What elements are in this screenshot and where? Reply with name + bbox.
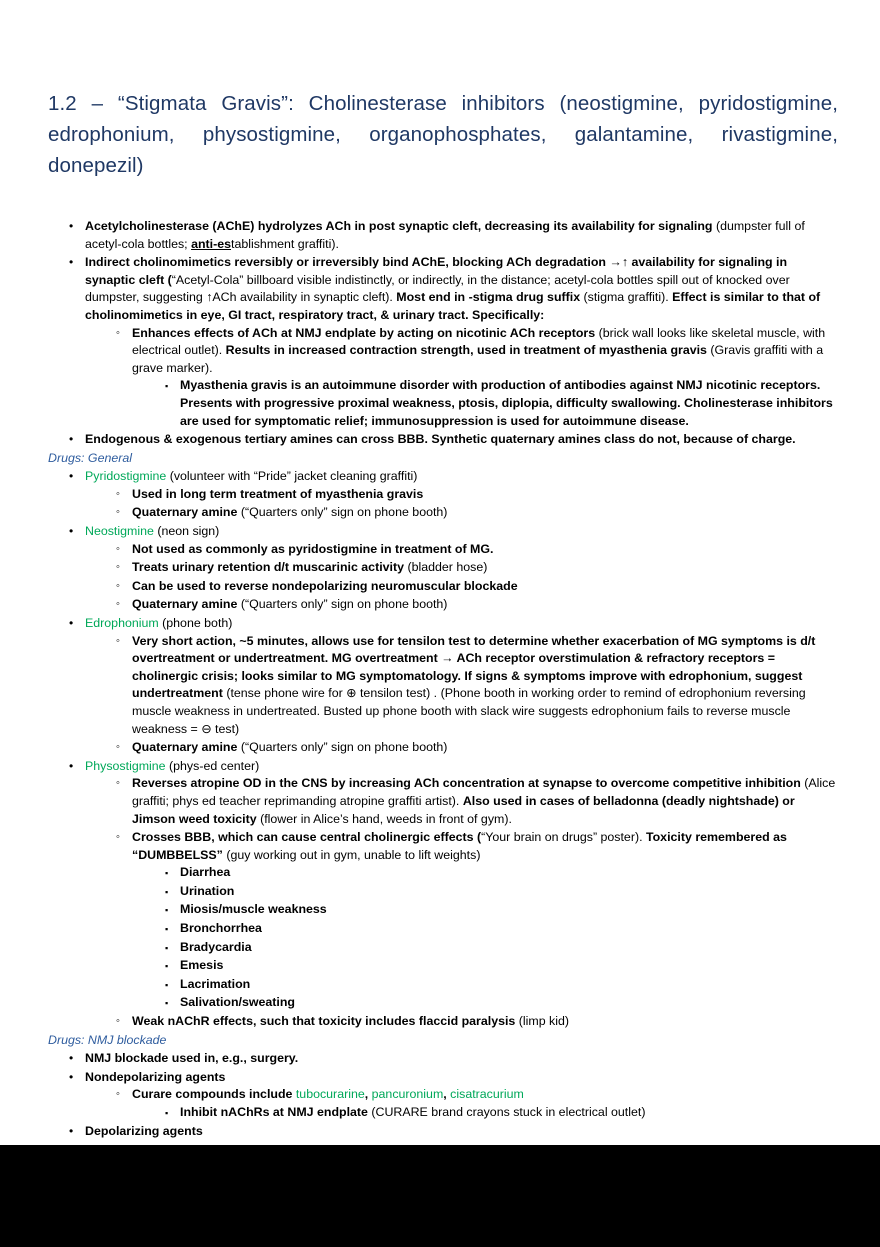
list-item-text xyxy=(180,976,838,994)
list-item-text xyxy=(132,829,838,864)
text-run: (phys-ed center) xyxy=(165,758,260,773)
list-item xyxy=(159,994,838,1012)
text-run: (brick wall looks like skeletal muscle, with electrical outlet). xyxy=(132,325,826,358)
text-run: Diarrhea xyxy=(180,865,231,880)
text-run: cisatracurium xyxy=(450,1087,524,1102)
bullet-list-level-3 xyxy=(132,377,838,430)
list-item xyxy=(159,920,838,938)
circle-bullet-icon xyxy=(116,1013,120,1031)
bullet-list-level-1 xyxy=(48,1050,838,1140)
square-bullet-icon xyxy=(165,994,168,1013)
square-bullet-icon xyxy=(165,976,168,995)
list-item-text xyxy=(132,739,838,757)
text-run: Crosses BBB, which can cause central cholinergic effects ( xyxy=(132,830,482,845)
bullet-list-level-2 xyxy=(85,775,838,1030)
list-item xyxy=(159,377,838,430)
list-item-text xyxy=(180,1104,838,1122)
bullet-list-level-1 xyxy=(48,218,838,449)
list-item xyxy=(62,1123,838,1141)
list-item-text xyxy=(85,254,838,324)
text-run: Bradycardia xyxy=(180,939,252,954)
square-bullet-icon xyxy=(165,864,168,883)
text-run: Used in long term treatment of myasthenia gravis xyxy=(132,486,424,501)
list-item-text xyxy=(132,541,838,559)
text-run: (“Quarters only” sign on phone booth) xyxy=(240,597,448,612)
list-item-text xyxy=(180,939,838,957)
circle-bullet-icon xyxy=(116,486,120,504)
list-item xyxy=(111,578,838,596)
list-item-text xyxy=(132,578,838,596)
list-item-text xyxy=(132,596,838,614)
list-item xyxy=(62,468,838,522)
text-run: pancuronium xyxy=(371,1087,444,1102)
list-item-text xyxy=(132,325,838,378)
text-run: “Your brain on drugs” poster). xyxy=(481,830,646,845)
list-item xyxy=(159,1104,838,1122)
text-run: Acetylcholinesterase (AChE) hydrolyzes ACh in post synaptic cleft, decreasing its availability for signaling xyxy=(85,219,716,233)
list-item xyxy=(111,486,838,504)
list-item-text xyxy=(180,377,838,430)
disc-bullet-icon xyxy=(69,468,73,486)
circle-bullet-icon xyxy=(116,325,120,343)
bullet-list-level-1 xyxy=(48,468,838,1030)
disc-bullet-icon xyxy=(69,431,73,449)
text-run: (“Quarters only” sign on phone booth) xyxy=(240,505,448,520)
square-bullet-icon xyxy=(165,901,168,920)
bullet-list-level-3 xyxy=(132,1104,838,1122)
square-bullet-icon xyxy=(165,920,168,939)
text-run: (neon sign) xyxy=(153,524,220,538)
list-item xyxy=(111,1086,838,1121)
disc-bullet-icon xyxy=(69,1069,73,1087)
list-item xyxy=(111,775,838,828)
bullet-list-level-2 xyxy=(85,1086,838,1121)
text-run: Can be used to reverse nondepolarizing neuromuscular blockade xyxy=(132,578,518,593)
text-run: Most end in -stigma drug suffix xyxy=(396,290,584,305)
bullet-list-level-3 xyxy=(132,864,838,1012)
circle-bullet-icon xyxy=(116,775,120,793)
list-item-text xyxy=(180,920,838,938)
list-item-text xyxy=(85,758,838,776)
text-run: anti-es xyxy=(191,236,231,251)
text-run: Neostigmine xyxy=(85,524,154,538)
text-run: (Alice graffiti; phys ed teacher reprimanding atropine graffiti artist). xyxy=(132,776,836,808)
text-run: Physostigmine xyxy=(85,758,166,773)
circle-bullet-icon xyxy=(116,578,120,596)
text-run: Also used in cases of belladonna (deadly nightshade) or Jimson weed toxicity xyxy=(132,793,795,826)
text-run: Myasthenia gravis is an autoimmune disorder with production of antibodies against NMJ nicotinic receptors. Presents with progressive proximal weakness, ptosis, diplopia, difficulty swallowing. Cholinesterase inhibitors are used for symptomatic relief; immunosuppression is used for autoimmune disease. xyxy=(180,378,833,428)
circle-bullet-icon xyxy=(116,739,120,757)
text-run: Urination xyxy=(180,883,235,898)
disc-bullet-icon xyxy=(69,523,73,541)
list-item-text xyxy=(132,1013,838,1031)
circle-bullet-icon xyxy=(116,1086,120,1104)
disc-bullet-icon xyxy=(69,254,73,272)
text-run: Pyridostigmine xyxy=(85,469,167,484)
list-item xyxy=(159,939,838,957)
list-item-text xyxy=(180,864,838,882)
text-run: Quaternary amine xyxy=(132,505,241,520)
text-run: (flower in Alice’s hand, weeds in front of gym). xyxy=(260,811,512,826)
text-run: Emesis xyxy=(180,958,224,973)
list-item xyxy=(62,431,838,449)
text-run: Inhibit nAChRs at NMJ endplate xyxy=(180,1104,372,1119)
disc-bullet-icon xyxy=(69,218,73,236)
text-run: (stigma graffiti). xyxy=(583,290,673,305)
list-item-text xyxy=(132,633,838,739)
text-run: Results in increased contraction strength, used in treatment of myasthenia gravis xyxy=(225,343,711,358)
document-body xyxy=(48,218,838,1140)
text-run: Nondepolarizing agents xyxy=(85,1069,226,1084)
disc-bullet-icon xyxy=(69,615,73,633)
text-run: tubocurarine xyxy=(295,1087,365,1102)
text-run: Edrophonium xyxy=(85,615,159,630)
list-item xyxy=(159,883,838,901)
list-item xyxy=(62,1050,838,1068)
text-run: (CURARE brand crayons stuck in electrical outlet) xyxy=(371,1104,646,1119)
list-item-text xyxy=(85,218,838,253)
text-run: (tense phone wire for ⊕ tensilon test) . (Phone booth in working order to remind of edrophonium reversing muscle weakness in undertreated. Busted up phone booth with slack wire suggests edrophonium fails to reverse muscle weakness = ⊖ test) xyxy=(132,686,806,736)
text-run: Quaternary amine xyxy=(132,597,241,612)
list-item-text xyxy=(85,431,838,449)
list-item xyxy=(159,957,838,975)
circle-bullet-icon xyxy=(116,541,120,559)
list-item xyxy=(62,1069,838,1122)
text-run: (guy working out in gym, unable to lift weights) xyxy=(226,847,481,862)
list-item-text xyxy=(132,1086,838,1104)
text-run: (bladder hose) xyxy=(407,560,488,575)
list-item-text xyxy=(132,504,838,522)
text-run: (phone both) xyxy=(158,615,233,630)
section-heading: Drugs: NMJ blockade xyxy=(48,1032,167,1047)
circle-bullet-icon xyxy=(116,633,120,651)
list-item-text xyxy=(132,775,838,828)
list-item xyxy=(159,864,838,882)
text-run: Weak nAChR effects, such that toxicity includes flaccid paralysis xyxy=(132,1014,519,1029)
text-run: (Gravis graffiti with a grave marker). xyxy=(132,343,824,375)
text-run: , xyxy=(364,1087,372,1102)
list-item xyxy=(111,596,838,614)
bullet-list-level-2 xyxy=(85,486,838,522)
list-item xyxy=(111,829,838,1012)
bullet-list-level-2 xyxy=(85,325,838,431)
square-bullet-icon xyxy=(165,939,168,958)
disc-bullet-icon xyxy=(69,1123,73,1141)
list-item xyxy=(159,976,838,994)
text-run: Quaternary amine xyxy=(132,740,241,755)
square-bullet-icon xyxy=(165,1104,168,1123)
text-run: “Acetyl-Cola” billboard visible indistinctly, or indirectly, in the distance; acetyl-cola bottles spill out of knocked over dumpster, suggesting ↑ACh availability in synaptic cleft). xyxy=(85,272,790,305)
square-bullet-icon xyxy=(165,377,168,396)
circle-bullet-icon xyxy=(116,829,120,847)
text-run: Not used as commonly as pyridostigmine in treatment of MG. xyxy=(132,541,494,556)
list-item xyxy=(111,633,838,739)
text-run: Effect is similar to that of cholinomimetics in eye, GI tract, respiratory tract, & urinary tract. Specifically: xyxy=(85,290,821,322)
text-run: , xyxy=(443,1087,451,1102)
text-run: Bronchorrhea xyxy=(180,921,262,936)
circle-bullet-icon xyxy=(116,559,120,577)
list-item xyxy=(62,523,838,614)
list-item-text xyxy=(85,468,838,486)
text-run: Endogenous & exogenous tertiary amines can cross BBB. Synthetic quaternary amines class do not, because of charge. xyxy=(85,432,796,447)
list-item xyxy=(111,739,838,757)
disc-bullet-icon xyxy=(69,758,73,776)
list-item-text xyxy=(85,1050,838,1068)
list-item xyxy=(111,1013,838,1031)
list-item-text xyxy=(85,615,838,633)
disc-bullet-icon xyxy=(69,1050,73,1068)
list-item xyxy=(111,541,838,559)
circle-bullet-icon xyxy=(116,596,120,614)
square-bullet-icon xyxy=(165,957,168,976)
text-run: Very short action, ~5 minutes, allows use for tensilon test to determine whether exacerbation of MG symptoms is d/t overtreatment or undertreatment. MG overtreatment → ACh receptor overstimulation & refractory receptors = cholinergic crisis; looks similar to MG symptomatology. If signs & symptoms improve with edrophonium, suggest undertreatment xyxy=(132,633,816,701)
list-item-text xyxy=(132,486,838,504)
page-title: 1.2 – “Stigmata Gravis”: Cholinesterase inhibitors (neostigmine, pyridostigmine, edrophonium, physostigmine, organophosphates, galantamine, rivastigmine, donepezil) xyxy=(48,92,838,177)
text-run: Curare compounds include xyxy=(132,1087,296,1102)
list-item-text xyxy=(180,957,838,975)
list-item-text xyxy=(132,559,838,577)
text-run: (volunteer with “Pride” jacket cleaning graffiti) xyxy=(166,469,418,484)
circle-bullet-icon xyxy=(116,504,120,522)
square-bullet-icon xyxy=(165,883,168,902)
text-run: Indirect cholinomimetics reversibly or irreversibly bind AChE, blocking ACh degradation →↑ availability for signaling in synaptic cleft ( xyxy=(85,255,788,287)
list-item-text xyxy=(180,901,838,919)
list-item-text xyxy=(85,1123,838,1141)
bullet-list-level-2 xyxy=(85,633,838,757)
list-item xyxy=(62,218,838,253)
text-run: Treats urinary retention d/t muscarinic activity xyxy=(132,560,408,575)
list-item xyxy=(111,325,838,431)
text-run: Toxicity remembered as “DUMBBELSS” xyxy=(132,830,787,862)
text-run: Reverses atropine OD in the CNS by increasing ACh concentration at synapse to overcome competitive inhibition xyxy=(132,776,805,791)
text-run: Salivation/sweating xyxy=(180,995,295,1010)
list-item xyxy=(111,559,838,577)
text-run: Enhances effects of ACh at NMJ endplate by acting on nicotinic ACh receptors xyxy=(132,325,599,340)
list-item-text xyxy=(180,883,838,901)
text-run: (“Quarters only” sign on phone booth) xyxy=(240,740,448,755)
list-item-text xyxy=(85,523,838,541)
list-item xyxy=(62,758,838,1031)
list-item xyxy=(159,901,838,919)
text-run: Lacrimation xyxy=(180,976,251,991)
text-run: Depolarizing agents xyxy=(85,1123,203,1138)
list-item-text xyxy=(180,994,838,1012)
text-run: (dumpster full of acetyl-cola bottles; xyxy=(85,219,805,251)
list-item-text xyxy=(85,1069,838,1087)
text-run: Miosis/muscle weakness xyxy=(180,902,327,917)
text-run: (limp kid) xyxy=(518,1014,570,1029)
text-run: NMJ blockade used in, e.g., surgery. xyxy=(85,1051,299,1066)
text-run: tablishment graffiti). xyxy=(231,236,339,251)
bullet-list-level-2 xyxy=(85,541,838,614)
section-heading: Drugs: General xyxy=(48,450,133,465)
list-item xyxy=(111,504,838,522)
list-item xyxy=(62,615,838,757)
list-item xyxy=(62,254,838,430)
bottom-black-bar xyxy=(0,1145,880,1247)
